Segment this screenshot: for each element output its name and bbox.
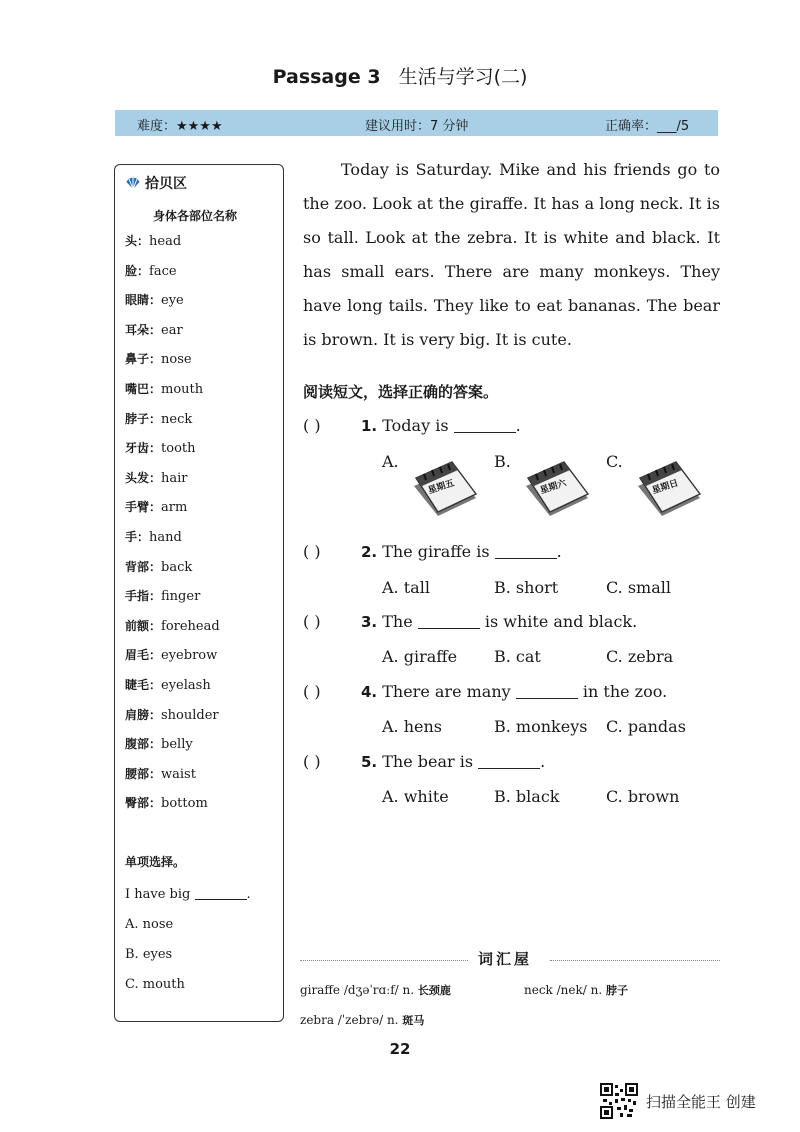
list-item: 臀部：bottom [125, 796, 208, 812]
time-label: 建议用时：7 分钟 [365, 119, 469, 134]
answer-blank[interactable] [418, 614, 480, 629]
option-b[interactable]: B. black [494, 787, 560, 806]
list-item: 鼻子：nose [125, 352, 192, 368]
answer-blank[interactable] [195, 887, 247, 900]
question-4: ( ) 4. There are many in the zoo. [303, 682, 668, 701]
instruction: 阅读短文，选择正确的答案。 [303, 383, 499, 401]
shell-icon [125, 175, 141, 191]
calendar-sunday-image[interactable] [634, 456, 706, 518]
option-c[interactable]: C. small [606, 578, 671, 597]
option-b[interactable]: B. [494, 452, 511, 471]
option-a[interactable]: A. tall [382, 578, 430, 597]
scanner-watermark [600, 1083, 756, 1123]
list-item: 脖子：neck [125, 411, 193, 427]
single-choice-question: I have big . [125, 887, 251, 902]
vocab-sidebar [114, 164, 284, 1022]
list-item: 背部：back [125, 559, 193, 575]
calendar-label: 星期五 [426, 478, 456, 497]
question-1: ( ) 1. Today is . [303, 416, 521, 435]
page-title [0, 62, 800, 89]
qr-code-icon [600, 1083, 638, 1119]
option-c[interactable]: C. pandas [606, 717, 686, 736]
list-item: 牙齿：tooth [125, 441, 196, 457]
list-item: 肩膀：shoulder [125, 707, 219, 723]
sidebar-heading: 拾贝区 [125, 173, 187, 193]
option-c[interactable]: C. [606, 452, 623, 471]
list-item: 腰部：waist [125, 766, 196, 782]
list-item: 手：hand [125, 529, 182, 545]
option-b[interactable]: B. cat [494, 647, 541, 666]
option-a[interactable]: A. white [382, 787, 449, 806]
calendar-friday-image[interactable] [410, 456, 482, 518]
glossary-entry: zebra /ˈzebrə/ n. 斑马 [300, 1013, 425, 1027]
list-item: 脸：face [125, 263, 177, 279]
option-a[interactable]: A. giraffe [382, 647, 458, 666]
difficulty-label: 难度：★★★★ [137, 119, 223, 134]
list-item: 手指：finger [125, 589, 201, 605]
single-choice-option[interactable]: C. mouth [125, 977, 185, 992]
list-item: 头：head [125, 234, 182, 249]
divider-line [300, 960, 468, 961]
answer-paren[interactable]: ( ) [303, 682, 321, 701]
option-b[interactable]: B. short [494, 578, 559, 597]
reading-passage [303, 153, 720, 357]
info-bar [115, 110, 718, 136]
answer-blank[interactable] [516, 684, 578, 699]
single-choice-option[interactable]: A. nose [125, 917, 174, 932]
list-item: 眉毛：eyebrow [125, 648, 218, 664]
glossary-entry: giraffe /dʒəˈrɑːf/ n. 长颈鹿 [300, 983, 451, 997]
body-parts-list [125, 233, 220, 825]
sidebar-subtitle: 身体各部位名称 [153, 209, 238, 223]
list-item: 耳朵：ear [125, 322, 183, 338]
answer-paren[interactable]: ( ) [303, 542, 321, 561]
list-item: 嘴巴：mouth [125, 381, 204, 397]
answer-blank[interactable] [454, 418, 516, 433]
question-3: ( ) 3. The is white and black. [303, 612, 638, 631]
option-b[interactable]: B. monkeys [494, 717, 588, 736]
glossary-entry: neck /nek/ n. 脖子 [524, 983, 629, 997]
option-c[interactable]: C. brown [606, 787, 680, 806]
calendar-label: 星期日 [650, 478, 680, 497]
question-5: ( ) 5. The bear is . [303, 752, 546, 771]
word-house-label: 词汇屋 [478, 950, 533, 968]
answer-blank[interactable] [478, 754, 540, 769]
calendar-label: 星期六 [538, 478, 568, 497]
list-item: 眼睛：eye [125, 293, 184, 309]
passage-number: Passage 3 [272, 66, 381, 88]
list-item: 手臂：arm [125, 500, 188, 516]
page-number: 22 [389, 1040, 411, 1058]
single-choice-option[interactable]: B. eyes [125, 947, 173, 962]
list-item: 睫毛：eyelash [125, 677, 211, 693]
list-item: 头发：hair [125, 470, 188, 486]
calendar-saturday-image[interactable] [522, 456, 594, 518]
scanner-credit: 扫描全能王 创建 [646, 1093, 756, 1111]
list-item: 腹部：belly [125, 737, 193, 753]
accuracy-label: 正确率：___/5 [605, 119, 690, 134]
passage-topic: 生活与学习(二) [398, 66, 528, 88]
option-a[interactable]: A. [382, 452, 399, 471]
divider-line [550, 960, 720, 961]
option-c[interactable]: C. zebra [606, 647, 674, 666]
question-2: ( ) 2. The giraffe is . [303, 542, 562, 561]
list-item: 前额：forehead [125, 618, 220, 634]
option-a[interactable]: A. hens [382, 717, 443, 736]
passage-text: Today is Saturday. Mike and his friends go to the zoo. Look at the giraffe. It has a long neck. It is so tall. Look at the zebra. It is white and black. It has small ears. There are many monkeys. They have long tails. They like to eat bananas. The bear is brown. It is very big. It is cute. [303, 160, 720, 349]
answer-paren[interactable]: ( ) [303, 612, 321, 631]
answer-paren[interactable]: ( ) [303, 416, 321, 435]
answer-paren[interactable]: ( ) [303, 752, 321, 771]
answer-blank[interactable] [495, 544, 557, 559]
single-choice-title: 单项选择。 [125, 855, 186, 869]
word-house-divider [300, 952, 720, 968]
